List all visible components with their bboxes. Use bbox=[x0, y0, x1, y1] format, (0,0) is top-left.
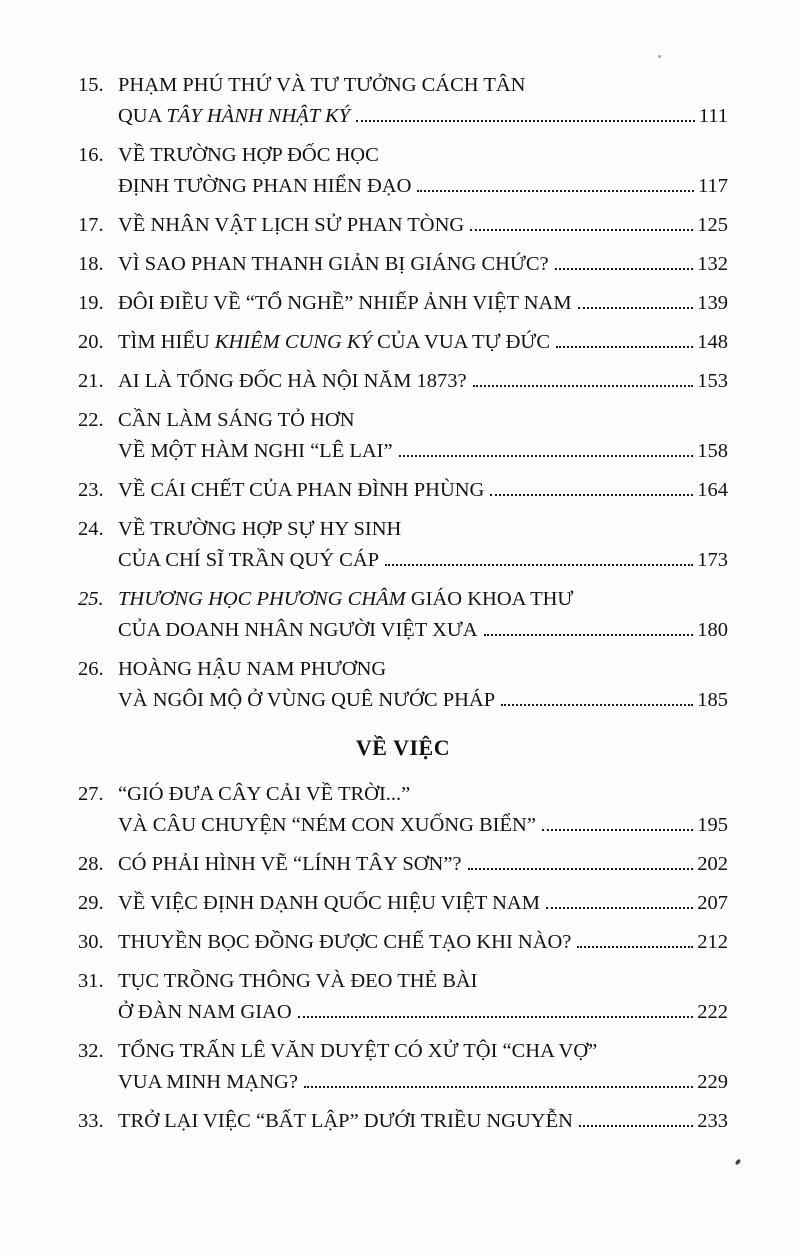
title-segment: CỦA VUA TỰ ĐỨC bbox=[371, 331, 550, 353]
toc-line bbox=[78, 1106, 728, 1137]
entry-title bbox=[118, 966, 478, 997]
title-segment: GIÁO KHOA THƯ bbox=[405, 588, 574, 610]
dot-leader bbox=[578, 307, 694, 309]
entry-title bbox=[118, 685, 495, 716]
entry-title bbox=[118, 327, 550, 358]
title-segment: VỀ CÁI CHẾT CỦA PHAN ĐÌNH PHÙNG bbox=[118, 479, 485, 501]
entry-page-number: 117 bbox=[698, 175, 728, 197]
toc-line bbox=[78, 966, 728, 997]
dot-leader bbox=[298, 1016, 694, 1018]
entry-page-number: 125 bbox=[697, 214, 728, 236]
toc-line bbox=[78, 70, 728, 101]
entry-page-number: 212 bbox=[697, 931, 728, 953]
title-segment: TRỞ LẠI VIỆC “BẤT LẬP” DƯỚI TRIỀU NGUYỄN bbox=[118, 1110, 573, 1132]
dot-leader bbox=[579, 1125, 693, 1127]
entry-page-number: 202 bbox=[697, 853, 728, 875]
toc-entry bbox=[78, 966, 728, 1028]
title-segment: HOÀNG HẬU NAM PHƯƠNG bbox=[118, 658, 387, 680]
dot-leader bbox=[577, 946, 693, 948]
entry-title bbox=[118, 475, 484, 506]
entry-number: 22. bbox=[78, 409, 104, 431]
title-segment: VỀ NHÂN VẬT LỊCH SỬ PHAN TÒNG bbox=[118, 214, 465, 236]
toc-entry bbox=[78, 888, 728, 919]
entry-number: 15. bbox=[78, 74, 104, 96]
title-segment: AI LÀ TỔNG ĐỐC HÀ NỘI NĂM 1873? bbox=[118, 370, 467, 392]
entry-page-number: 111 bbox=[698, 105, 728, 127]
entry-number: 30. bbox=[78, 931, 104, 953]
toc-entry bbox=[78, 140, 728, 202]
entry-number: 19. bbox=[78, 292, 104, 314]
toc-line bbox=[78, 475, 728, 506]
toc-line bbox=[78, 327, 728, 358]
entry-title bbox=[118, 249, 549, 280]
toc-entry bbox=[78, 210, 728, 241]
toc-entry bbox=[78, 1106, 728, 1137]
title-segment: CỦA DOANH NHÂN NGƯỜI VIỆT XƯA bbox=[118, 619, 478, 641]
dot-leader bbox=[484, 634, 694, 636]
toc-line bbox=[78, 654, 728, 685]
title-segment: VỀ TRƯỜNG HỢP ĐỐC HỌC bbox=[118, 144, 379, 166]
toc-line bbox=[78, 584, 728, 615]
toc-line bbox=[78, 1036, 728, 1067]
title-segment: VÀ CÂU CHUYỆN “NÉM CON XUỐNG BIỂN” bbox=[118, 814, 536, 836]
title-segment: ĐÔI ĐIỀU VỀ “TỔ NGHỀ” NHIẾP ẢNH VIỆT NAM bbox=[118, 292, 572, 314]
toc-line bbox=[78, 545, 728, 576]
toc-line bbox=[78, 779, 728, 810]
toc-line bbox=[78, 514, 728, 545]
toc-line bbox=[78, 366, 728, 397]
toc-entry bbox=[78, 654, 728, 716]
title-segment: VỀ TRƯỜNG HỢP SỰ HY SINH bbox=[118, 518, 402, 540]
toc-line bbox=[78, 888, 728, 919]
toc-line bbox=[78, 997, 728, 1028]
title-segment: KHIÊM CUNG KÝ bbox=[214, 331, 372, 353]
entry-title bbox=[118, 101, 350, 132]
entry-title bbox=[118, 810, 536, 841]
toc-line bbox=[78, 615, 728, 646]
entry-number: 25. bbox=[78, 588, 104, 610]
entry-page-number: 195 bbox=[697, 814, 728, 836]
entry-page-number: 164 bbox=[697, 479, 728, 501]
toc-line bbox=[78, 436, 728, 467]
toc-entry bbox=[78, 327, 728, 358]
entry-page-number: 158 bbox=[697, 440, 728, 462]
entry-number: 27. bbox=[78, 783, 104, 805]
title-segment: CÓ PHẢI HÌNH VẼ “LÍNH TÂY SƠN”? bbox=[118, 853, 462, 875]
entry-title bbox=[118, 654, 386, 685]
entry-page-number: 173 bbox=[697, 549, 728, 571]
entry-number: 18. bbox=[78, 253, 104, 275]
scan-speck bbox=[658, 55, 661, 58]
dot-leader bbox=[556, 346, 693, 348]
entry-page-number: 207 bbox=[697, 892, 728, 914]
entry-title bbox=[118, 997, 292, 1028]
entry-title bbox=[118, 1067, 298, 1098]
entry-number: 33. bbox=[78, 1110, 104, 1132]
dot-leader bbox=[417, 190, 694, 192]
toc-line bbox=[78, 140, 728, 171]
entry-page-number: 148 bbox=[697, 331, 728, 353]
toc-entry bbox=[78, 927, 728, 958]
toc-line bbox=[78, 249, 728, 280]
entry-title bbox=[118, 779, 410, 810]
entry-title bbox=[118, 140, 379, 171]
entry-title bbox=[118, 1106, 573, 1137]
entry-page-number: 132 bbox=[697, 253, 728, 275]
entry-page-number: 139 bbox=[697, 292, 728, 314]
dot-leader bbox=[399, 455, 694, 457]
title-segment: “GIÓ ĐƯA CÂY CẢI VỀ TRỜI...” bbox=[118, 783, 411, 805]
toc-line bbox=[78, 685, 728, 716]
toc-entry bbox=[78, 849, 728, 880]
entry-title bbox=[118, 210, 464, 241]
dot-leader bbox=[470, 229, 693, 231]
entry-page-number: 180 bbox=[697, 619, 728, 641]
entry-number: 17. bbox=[78, 214, 104, 236]
entry-number: 29. bbox=[78, 892, 104, 914]
title-segment: VÀ NGÔI MỘ Ở VÙNG QUÊ NƯỚC PHÁP bbox=[118, 689, 496, 711]
entry-title bbox=[118, 70, 525, 101]
entry-number: 24. bbox=[78, 518, 104, 540]
title-segment: VỀ VIỆC ĐỊNH DẠNH QUỐC HIỆU VIỆT NAM bbox=[118, 892, 540, 914]
toc-list-part2 bbox=[78, 779, 728, 1137]
entry-page-number: 185 bbox=[697, 689, 728, 711]
scan-speck bbox=[734, 1159, 741, 1166]
toc-line bbox=[78, 849, 728, 880]
entry-number: 28. bbox=[78, 853, 104, 875]
entry-number: 23. bbox=[78, 479, 104, 501]
dot-leader bbox=[542, 829, 693, 831]
entry-title bbox=[118, 366, 467, 397]
entry-title bbox=[118, 288, 572, 319]
toc-line bbox=[78, 810, 728, 841]
entry-title bbox=[118, 514, 401, 545]
toc-line bbox=[78, 405, 728, 436]
entry-number: 31. bbox=[78, 970, 104, 992]
toc-line bbox=[78, 288, 728, 319]
entry-page-number: 229 bbox=[697, 1071, 728, 1093]
title-segment: CẦN LÀM SÁNG TỎ HƠN bbox=[118, 409, 355, 431]
entry-title bbox=[118, 927, 571, 958]
title-segment: TÌM HIỂU bbox=[118, 331, 215, 353]
entry-page-number: 153 bbox=[697, 370, 728, 392]
toc-list-part1 bbox=[78, 70, 728, 716]
title-segment: TỤC TRỒNG THÔNG VÀ ĐEO THẺ BÀI bbox=[118, 970, 478, 992]
toc-entry bbox=[78, 475, 728, 506]
title-segment: VÌ SAO PHAN THANH GIẢN BỊ GIÁNG CHỨC? bbox=[118, 253, 549, 275]
title-segment: THƯƠNG HỌC PHƯƠNG CHÂM bbox=[118, 588, 406, 610]
toc-entry bbox=[78, 70, 728, 132]
entry-number: 20. bbox=[78, 331, 104, 353]
dot-leader bbox=[546, 907, 693, 909]
dot-leader bbox=[473, 385, 694, 387]
entry-page-number: 222 bbox=[697, 1001, 728, 1023]
toc-entry bbox=[78, 1036, 728, 1098]
title-segment: QUA bbox=[118, 105, 167, 127]
title-segment: TỔNG TRẤN LÊ VĂN DUYỆT CÓ XỬ TỘI “CHA VỢ” bbox=[118, 1040, 598, 1062]
dot-leader bbox=[501, 704, 693, 706]
title-segment: VỀ MỘT HÀM NGHI “LÊ LAI” bbox=[118, 440, 393, 462]
dot-leader bbox=[468, 868, 694, 870]
dot-leader bbox=[490, 494, 693, 496]
dot-leader bbox=[356, 120, 695, 122]
entry-title bbox=[118, 171, 411, 202]
entry-number: 26. bbox=[78, 658, 104, 680]
title-segment: CỦA CHÍ SĨ TRẦN QUÝ CÁP bbox=[118, 549, 380, 571]
entry-title bbox=[118, 849, 462, 880]
title-segment: VUA MINH MẠNG? bbox=[118, 1071, 298, 1093]
entry-number: 16. bbox=[78, 144, 104, 166]
entry-title bbox=[118, 436, 393, 467]
toc-line bbox=[78, 101, 728, 132]
toc-line bbox=[78, 171, 728, 202]
section-heading: VỀ VIỆC bbox=[355, 735, 451, 760]
entry-page-number: 233 bbox=[697, 1110, 728, 1132]
title-segment: ĐỊNH TƯỜNG PHAN HIỂN ĐẠO bbox=[118, 175, 412, 197]
toc-entry bbox=[78, 288, 728, 319]
entry-number: 32. bbox=[78, 1040, 104, 1062]
dot-leader bbox=[385, 564, 693, 566]
title-segment: PHẠM PHÚ THỨ VÀ TƯ TƯỞNG CÁCH TÂN bbox=[118, 74, 526, 96]
title-segment: Ở ĐÀN NAM GIAO bbox=[118, 1001, 292, 1023]
title-segment: TÂY HÀNH NHẬT KÝ bbox=[166, 105, 351, 127]
toc-entry bbox=[78, 249, 728, 280]
entry-title bbox=[118, 584, 573, 615]
toc-entry bbox=[78, 405, 728, 467]
entry-title bbox=[118, 1036, 597, 1067]
entry-number: 21. bbox=[78, 370, 104, 392]
entry-title bbox=[118, 888, 540, 919]
toc-line bbox=[78, 927, 728, 958]
dot-leader bbox=[304, 1086, 693, 1088]
entry-title bbox=[118, 545, 379, 576]
toc-entry bbox=[78, 514, 728, 576]
toc-line bbox=[78, 1067, 728, 1098]
entry-title bbox=[118, 615, 478, 646]
entry-title bbox=[118, 405, 355, 436]
toc-entry bbox=[78, 584, 728, 646]
toc-line bbox=[78, 210, 728, 241]
toc-entry bbox=[78, 779, 728, 841]
toc-entry bbox=[78, 366, 728, 397]
title-segment: THUYỀN BỌC ĐỒNG ĐƯỢC CHẾ TẠO KHI NÀO? bbox=[118, 931, 572, 953]
dot-leader bbox=[555, 268, 694, 270]
